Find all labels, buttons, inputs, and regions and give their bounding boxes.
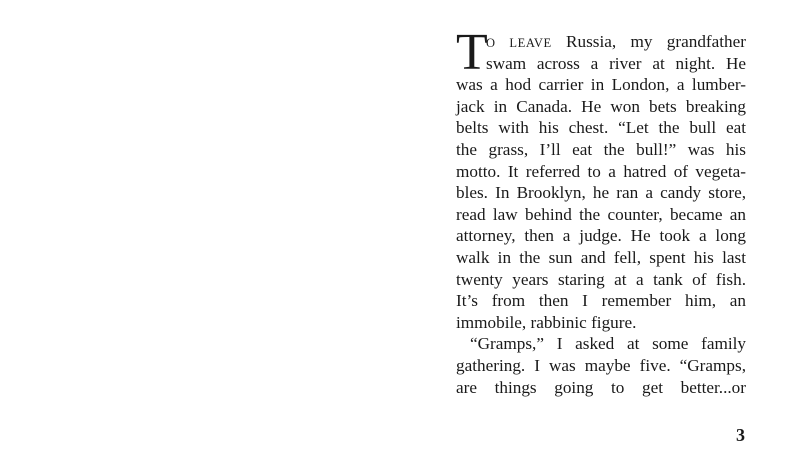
text-line: twenty years staring at a tank of fish. — [456, 269, 746, 289]
text-line: motto. It referred to a hatred of vegeta- — [456, 161, 746, 181]
body-text — [456, 24, 747, 398]
text-line: It’s from then I remember him, an — [456, 291, 746, 311]
text-line: immobile, rabbinic figure. — [456, 312, 637, 332]
text-line: are things going to get better...or — [456, 377, 746, 397]
opening-small-caps: O LEAVE — [486, 36, 552, 50]
text-line: gathering. I was maybe five. “Gramps, — [456, 355, 746, 375]
text-line: read law behind the counter, became an — [456, 204, 746, 224]
text-line: swam across a river at night. He — [486, 53, 746, 73]
text-line: attorney, then a judge. He took a long — [456, 226, 746, 246]
drop-cap: T — [456, 24, 488, 81]
text-line: jack in Canada. He won bets breaking — [456, 96, 746, 116]
text-line: “Gramps,” I asked at some family — [470, 334, 746, 354]
text-line — [456, 31, 746, 53]
text-line: was a hod carrier in London, a lumber- — [456, 75, 746, 95]
text-line: belts with his chest. “Let the bull eat — [456, 118, 746, 138]
text-line: walk in the sun and fell, spent his last — [456, 247, 746, 267]
text-line: bles. In Brooklyn, he ran a candy store, — [456, 183, 746, 203]
page-number: 3 — [736, 425, 745, 445]
text-line: the grass, I’ll eat the bull!” was his — [456, 139, 746, 159]
text-line-content: Russia, my grandfather — [551, 32, 747, 51]
